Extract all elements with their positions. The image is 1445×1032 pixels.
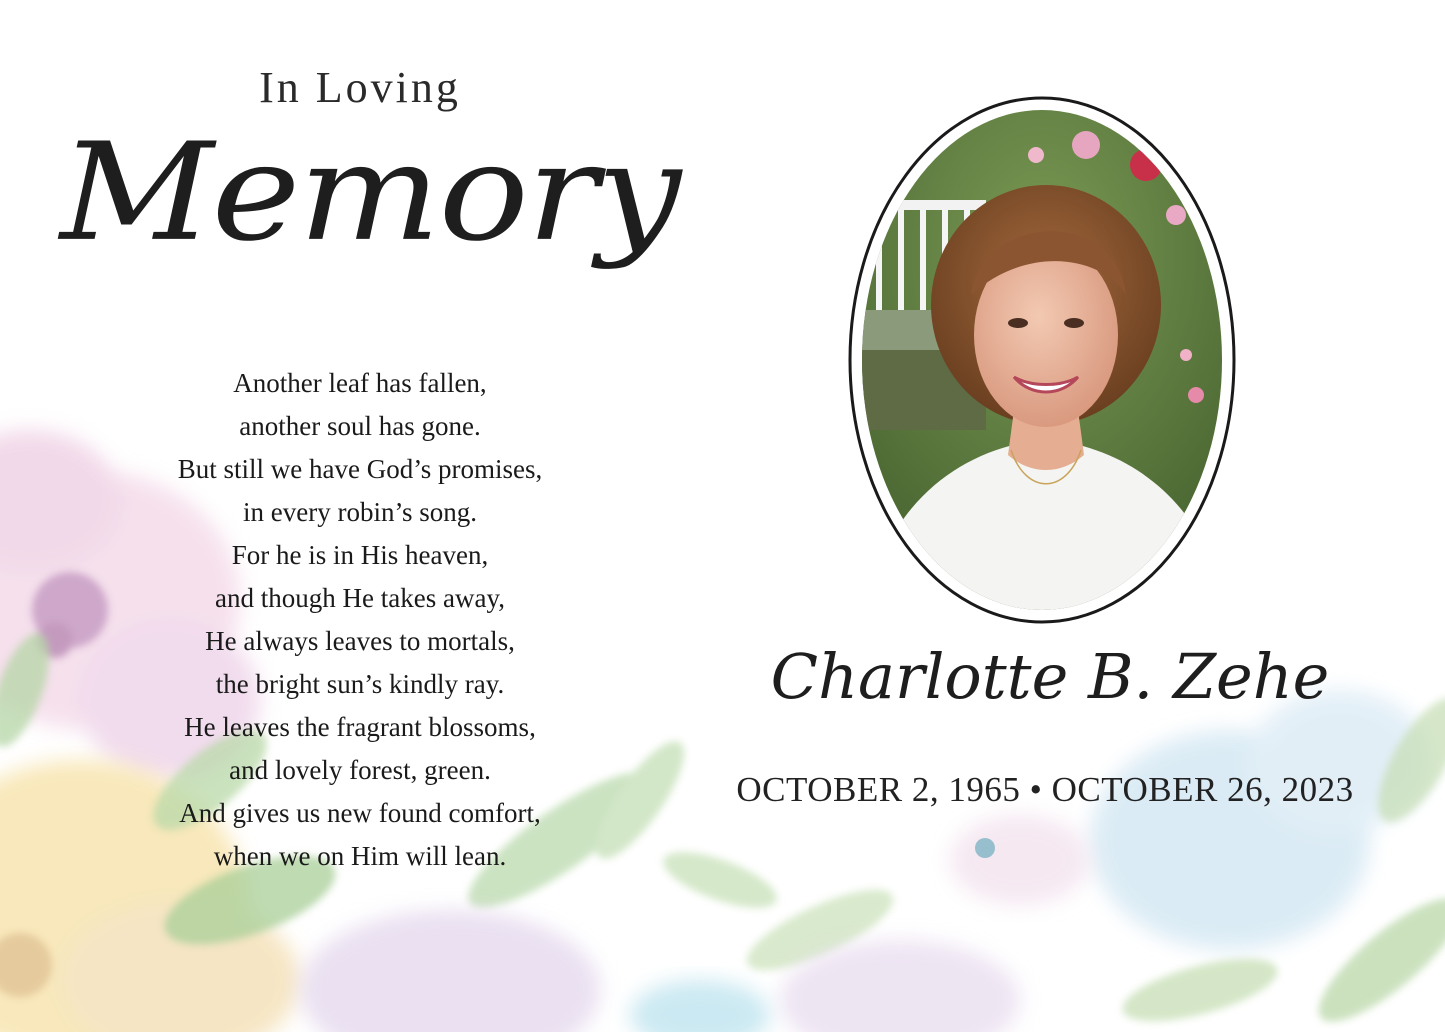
- life-dates: OCTOBER 2, 1965 • OCTOBER 26, 2023: [736, 770, 1354, 809]
- poem-line: in every robin’s song.: [243, 497, 477, 527]
- portrait-photo: [846, 95, 1238, 625]
- poem-line: when we on Him will lean.: [213, 841, 507, 871]
- blue-flower-bottom: [630, 980, 770, 1032]
- poem-line: He always leaves to mortals,: [205, 626, 515, 656]
- deceased-name: Charlotte B. Zehe: [770, 640, 1330, 713]
- poem-line: And gives us new found comfort,: [179, 798, 541, 828]
- poem-line: He leaves the fragrant blossoms,: [184, 712, 536, 742]
- heading-in-loving: In Loving: [259, 63, 461, 112]
- poem: [140, 362, 580, 878]
- blue-flower-right: [1090, 690, 1430, 950]
- poem-line: For he is in His heaven,: [231, 540, 489, 570]
- poem-line: Another leaf has fallen,: [233, 368, 487, 398]
- poem-line: But still we have God’s promises,: [177, 454, 543, 484]
- poem-line: another soul has gone.: [239, 411, 481, 441]
- poem-line: and though He takes away,: [215, 583, 505, 613]
- poem-line: and lovely forest, green.: [229, 755, 491, 785]
- pink-flower-right: [950, 815, 1090, 905]
- heading-memory: Memory: [60, 114, 680, 272]
- poem-line: the bright sun’s kindly ray.: [215, 669, 505, 699]
